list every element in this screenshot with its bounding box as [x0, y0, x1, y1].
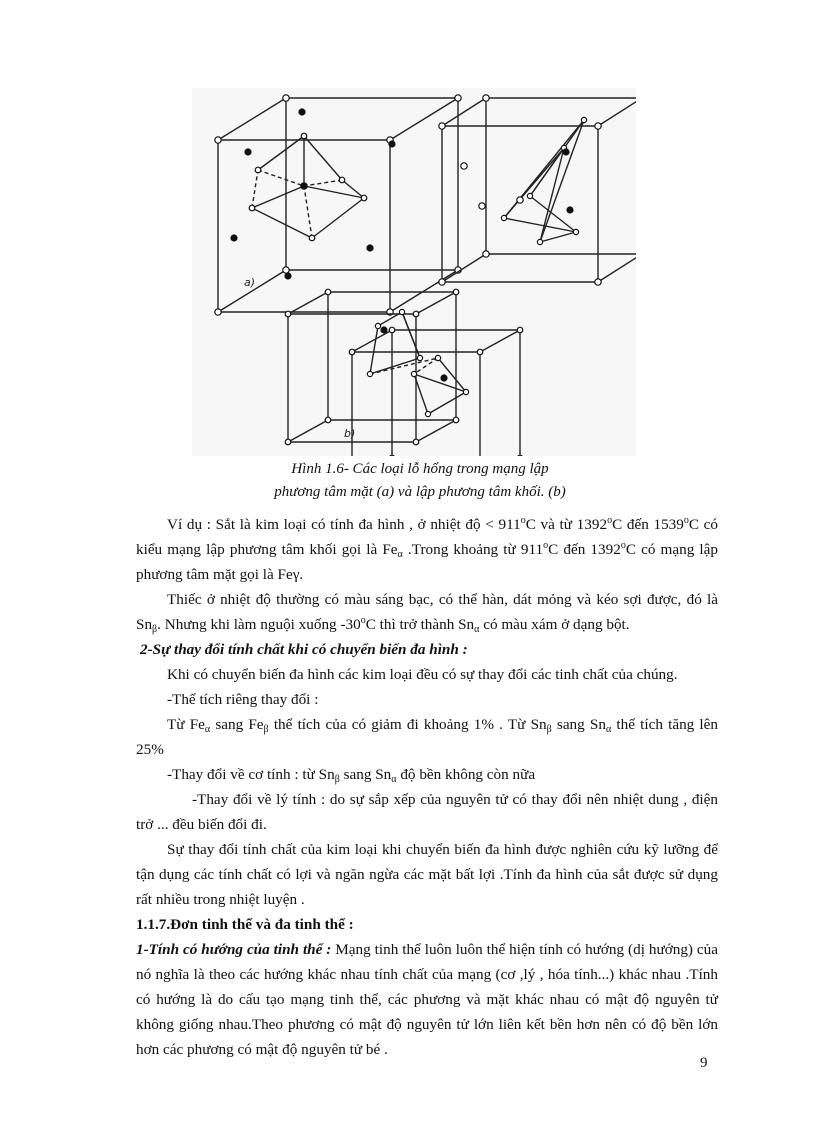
lattice-edge	[416, 292, 456, 314]
figure-label-b: b)	[344, 427, 356, 440]
atom-open	[283, 267, 289, 273]
body-text	[136, 512, 718, 1062]
atom-open	[517, 197, 523, 203]
atom-open	[463, 389, 468, 394]
atom-open	[537, 239, 542, 244]
lattice-edge	[352, 330, 392, 352]
lattice-edge	[252, 208, 312, 238]
atom-open	[413, 311, 419, 317]
lattice-edge	[540, 120, 584, 242]
atom-open	[455, 95, 461, 101]
paragraph-change-intro: Khi có chuyển biến đa hình các kim loại đều có sự thay đổi các tinh chất của chúng.	[167, 666, 678, 683]
atom-open	[453, 417, 459, 423]
atom-open	[413, 439, 419, 445]
atom-filled	[245, 149, 251, 155]
paragraph-anisotropy: 1-Tính có hướng của tinh thể : Mạng tinh thể luôn luôn thể hiện tính có hướng (dị hướng) của nó nghĩa là theo các hướng khác nhau tính chất của mạng (cơ ,lý , hóa tính...) khác nhau .Tính có hướng là do cấu tạo mạng tinh thể, các phương và mặt khác nhau có mật độ nguyên tử không giống nhau.Theo phương có mật độ nguyên tử lớn liên kết bền hơn nên có độ bền lớn hơn các phương có mật độ nguyên tử bé .	[136, 941, 718, 1058]
atom-open	[483, 251, 489, 257]
atom-open	[453, 289, 459, 295]
paragraph-tin: Thiếc ở nhiệt độ thường có màu sáng bạc, có thể hàn, dát mỏng và kéo sợi được, đó là $Sn_\beta$. Nhưng khi làm nguội xuống -30$^o$C thì trở thành $Sn_\alpha$ có màu xám ở dạng bột.	[136, 591, 718, 635]
atom-open	[581, 117, 586, 122]
lattice-edge	[390, 98, 458, 140]
atom-open	[249, 205, 255, 211]
atom-open	[517, 327, 523, 333]
anisotropy-heading: 1-Tính có hướng của tinh thể :	[136, 941, 332, 958]
atom-open	[283, 95, 289, 101]
atom-open	[439, 123, 445, 129]
atom-open	[349, 349, 355, 355]
atom-open	[411, 371, 416, 376]
heading-section-1-1-7: 1.1.7.Đơn tinh thể và đa tinh thể :	[136, 916, 354, 933]
lattice-edge	[480, 330, 520, 352]
atom-open	[477, 349, 483, 355]
figure-caption-line-2: phương tâm mặt (a) và lập phương tâm khối. (b)	[274, 484, 566, 500]
lattice-edge	[442, 98, 486, 126]
atom-open	[417, 355, 422, 360]
atom-filled	[441, 375, 447, 381]
atom-open	[461, 163, 467, 169]
paragraph-physical: -Thay đổi về lý tính : do sự sắp xếp của nguyên tử có thay đổi nên nhiệt dung , điện trở ... đều biến đổi đi.	[136, 791, 718, 833]
atom-open	[301, 133, 307, 139]
heading-property-change: 2-Sự thay đổi tính chất khi có chuyển biến đa hình :	[140, 641, 468, 658]
paragraph-volume-title: -Thể tích riêng thay đổi :	[167, 691, 319, 708]
lattice-edge	[252, 186, 304, 208]
atom-open	[309, 235, 315, 241]
atom-open	[325, 417, 331, 423]
atom-open	[389, 327, 395, 333]
lattice-edge	[288, 420, 328, 442]
lattice-edge	[258, 136, 304, 170]
lattice-edge	[442, 254, 486, 282]
atom-filled	[301, 183, 307, 189]
atom-open	[389, 455, 395, 456]
paragraph-mechanical: -Thay đổi về cơ tính : từ $Sn_\beta$ sang $Sn_\alpha$ độ bền không còn nữa	[167, 766, 536, 785]
atom-open	[425, 411, 430, 416]
atom-open	[483, 95, 489, 101]
lattice-edge	[540, 232, 576, 242]
lattice-edge	[304, 136, 342, 180]
paragraph-volume: Từ $Fe_\alpha$ sang $Fe_\beta$ thể tích của có giảm đi khoảng 1% . Từ $Sn_\beta$ sang $Sn_\alpha$ thể tích tăng lên 25%	[136, 716, 718, 758]
lattice-edge	[390, 270, 458, 312]
lattice-edge	[312, 198, 364, 238]
atom-open	[375, 323, 380, 328]
page-number: 9	[700, 1055, 708, 1071]
lattice-edge	[598, 98, 636, 126]
atom-filled	[231, 235, 237, 241]
atom-filled	[299, 109, 305, 115]
atom-open	[399, 309, 404, 314]
lattice-edge	[504, 218, 576, 232]
atom-open	[325, 289, 331, 295]
lattice-edge	[370, 358, 438, 374]
atom-open	[573, 229, 578, 234]
atom-open	[285, 311, 291, 317]
lattice-edge	[402, 312, 420, 358]
lattice-edge	[530, 196, 576, 232]
paragraph-iron-example: Ví dụ : Sắt là kim loại có tính đa hình , ở nhiệt độ < $911^oC$ và từ 1392$^o$C đến 1539$^o$C có kiểu mạng lập phương tâm khối gọi là $Fe_\alpha$ .Trong khoảng từ 911$^o$C đến 1392$^o$C có mạng lập phương tâm mặt gọi là Feγ.	[136, 515, 719, 583]
atom-open	[255, 167, 261, 173]
atom-open	[479, 203, 485, 209]
lattice-edge	[288, 292, 328, 314]
atom-filled	[367, 245, 373, 251]
crystal-lattice-drawing	[192, 88, 636, 456]
atom-open	[595, 279, 601, 285]
atom-filled	[567, 207, 573, 213]
lattice-edge	[416, 420, 456, 442]
atom-open	[501, 215, 506, 220]
lattice-edge	[304, 186, 312, 238]
atom-open	[215, 309, 221, 315]
lattice-edge	[370, 326, 378, 374]
atom-filled	[381, 327, 387, 333]
atom-open	[367, 371, 372, 376]
crystal-lattice-figure	[192, 88, 636, 456]
lattice-edge	[258, 170, 304, 186]
atom-filled	[285, 273, 291, 279]
atom-open	[517, 455, 523, 456]
atom-filled	[563, 149, 569, 155]
atom-filled	[389, 141, 395, 147]
figure-label-a: a)	[244, 276, 256, 289]
lattice-edge	[304, 186, 364, 198]
atom-open	[339, 177, 345, 183]
lattice-edge	[218, 98, 286, 140]
atom-open	[361, 195, 367, 201]
atom-open	[435, 355, 440, 360]
figure-caption-line-1: Hình 1.6- Các loại lỗ hổng trong mạng lập	[291, 461, 549, 477]
atom-open	[595, 123, 601, 129]
lattice-edge	[252, 170, 258, 208]
paragraph-study: Sự thay đổi tính chất của kim loại khi chuyển biến đa hình được nghiên cứu kỹ lưỡng để tận dụng các tính chất có lợi và ngăn ngừa các mặt bất lợi .Tính đa hình của sắt được sử dụng rất nhiều trong nhiệt luyện .	[136, 841, 718, 908]
atom-open	[439, 279, 445, 285]
atom-open	[215, 137, 221, 143]
lattice-edge	[598, 254, 636, 282]
atom-open	[527, 193, 532, 198]
lattice-edge	[304, 180, 342, 186]
lattice-edge	[428, 392, 466, 414]
atom-open	[285, 439, 291, 445]
